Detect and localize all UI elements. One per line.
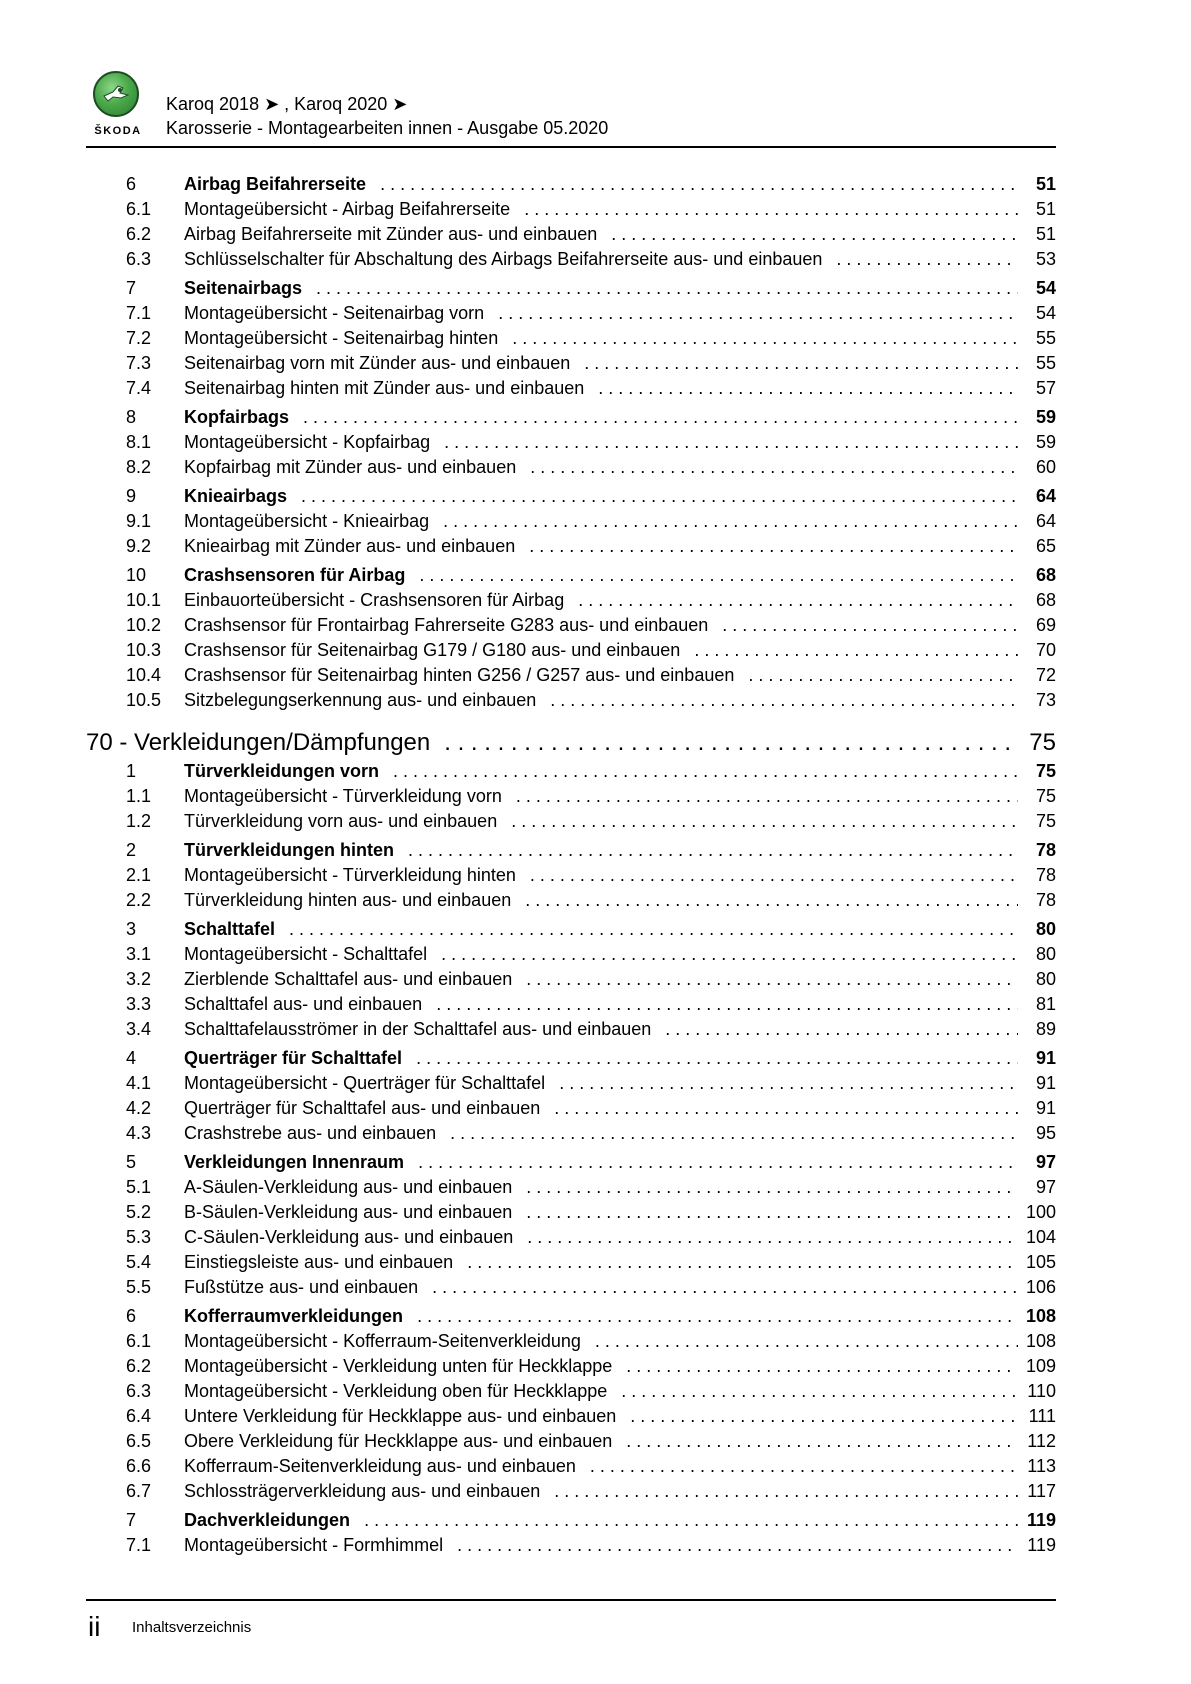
entry-page: 55 [1035, 353, 1056, 373]
toc-entry-row[interactable] [86, 590, 1056, 615]
entry-page: 51 [1035, 224, 1056, 244]
entry-title: Montageübersicht - Verkleidung oben für Heckklappe [184, 1381, 608, 1401]
entry-number: 1 [126, 761, 137, 781]
toc-entry-row[interactable] [86, 1252, 1056, 1277]
entry-title: Schalttafel aus- und einbauen [184, 994, 423, 1014]
entry-title: Kopfairbag mit Zünder aus- und einbauen [184, 457, 517, 477]
entry-number: 7.3 [126, 353, 152, 373]
toc-chapter-row[interactable] [86, 1048, 1056, 1073]
toc-entry-row[interactable] [86, 1456, 1056, 1481]
leader-dots [393, 761, 1018, 782]
entry-number: 7 [126, 1510, 137, 1530]
entry-number: 9 [126, 486, 137, 506]
entry-page: 57 [1035, 378, 1056, 398]
entry-title: Montageübersicht - Airbag Beifahrerseite [184, 199, 511, 219]
entry-title: Crashsensoren für Airbag [184, 565, 406, 585]
toc-entry-row[interactable] [86, 811, 1056, 836]
entry-title: Einbauorteübersicht - Crashsensoren für Airbag [184, 590, 565, 610]
page-header [86, 70, 1056, 148]
toc-chapter-row[interactable] [86, 1152, 1056, 1177]
entry-title: Seitenairbag hinten mit Zünder aus- und einbauen [184, 378, 585, 398]
entry-number: 6.1 [126, 1331, 152, 1351]
entry-number: 5.2 [126, 1202, 152, 1222]
footer-label: Inhaltsverzeichnis [132, 1619, 252, 1636]
entry-title: C-Säulen-Verkleidung aus- und einbauen [184, 1227, 514, 1247]
leader-dots [550, 690, 1018, 711]
toc-entry-row[interactable] [86, 890, 1056, 915]
leader-dots [526, 969, 1018, 990]
entry-page: 110 [1027, 1381, 1056, 1401]
entry-page: 106 [1025, 1277, 1056, 1297]
section-title: 70 - Verkleidungen/Dämpfungen [86, 729, 431, 756]
entry-number: 7 [126, 278, 137, 298]
entry-page: 68 [1035, 565, 1056, 585]
entry-title: Schalttafelausströmer in der Schalttafel aus- und einbauen [184, 1019, 652, 1039]
leader-dots [303, 407, 1018, 428]
entry-page: 55 [1035, 328, 1056, 348]
entry-page: 97 [1035, 1152, 1056, 1172]
leader-dots [598, 378, 1018, 399]
entry-number: 10.4 [126, 665, 162, 685]
leader-dots [554, 1098, 1018, 1119]
toc-entry-row[interactable] [86, 1277, 1056, 1302]
entry-title: Türverkleidungen vorn [184, 761, 380, 781]
entry-number: 6.4 [126, 1406, 152, 1426]
toc-entry-row[interactable] [86, 1227, 1056, 1252]
entry-title: Dachverkleidungen [184, 1510, 351, 1530]
leader-dots [417, 1306, 1018, 1327]
brand-wordmark: ŠKODA [94, 125, 142, 137]
entry-page: 91 [1035, 1048, 1056, 1068]
entry-number: 4.2 [126, 1098, 152, 1118]
toc-entry-row[interactable] [86, 1431, 1056, 1456]
leader-dots [419, 565, 1018, 586]
entry-number: 5 [126, 1152, 137, 1172]
entry-page: 117 [1027, 1481, 1056, 1501]
table-of-contents [86, 174, 1056, 1560]
leader-dots [529, 536, 1018, 557]
toc-entry-row[interactable] [86, 1381, 1056, 1406]
entry-title: Airbag Beifahrerseite [184, 174, 367, 194]
leader-dots [665, 1019, 1018, 1040]
leader-dots [408, 840, 1018, 861]
entry-number: 8.2 [126, 457, 152, 477]
entry-number: 7.4 [126, 378, 152, 398]
leader-dots [444, 729, 1018, 757]
entry-page: 78 [1035, 840, 1056, 860]
entry-number: 6.2 [126, 224, 152, 244]
entry-number: 8.1 [126, 432, 152, 452]
toc-entry-row[interactable] [86, 1535, 1056, 1560]
entry-title: Montageübersicht - Seitenairbag hinten [184, 328, 499, 348]
entry-page: 91 [1035, 1073, 1056, 1093]
entry-number: 3.1 [126, 944, 152, 964]
toc-block-airbags [86, 174, 1056, 715]
entry-page: 64 [1035, 486, 1056, 506]
entry-number: 7.2 [126, 328, 152, 348]
entry-number: 6.7 [126, 1481, 152, 1501]
entry-page: 75 [1035, 811, 1056, 831]
entry-page: 113 [1027, 1456, 1056, 1476]
entry-number: 1.2 [126, 811, 152, 831]
leader-dots [380, 174, 1018, 195]
entry-page: 72 [1035, 665, 1056, 685]
entry-number: 10.3 [126, 640, 162, 660]
page-footer [86, 1599, 1056, 1642]
toc-entry-row[interactable] [86, 994, 1056, 1019]
leader-dots [512, 328, 1018, 349]
entry-page: 91 [1035, 1098, 1056, 1118]
entry-number: 4.3 [126, 1123, 152, 1143]
entry-title: B-Säulen-Verkleidung aus- und einbauen [184, 1202, 513, 1222]
toc-chapter-row[interactable] [86, 1510, 1056, 1535]
leader-dots [530, 457, 1018, 478]
entry-number: 9.2 [126, 536, 152, 556]
entry-number: 3.3 [126, 994, 152, 1014]
entry-page: 111 [1028, 1406, 1056, 1426]
entry-title: Obere Verkleidung für Heckklappe aus- und einbauen [184, 1431, 613, 1451]
entry-title: Crashsensor für Frontairbag Fahrerseite G283 aus- und einbauen [184, 615, 709, 635]
entry-title: Crashsensor für Seitenairbag hinten G256 / G257 aus- und einbauen [184, 665, 735, 685]
entry-page: 73 [1035, 690, 1056, 710]
toc-entry-row[interactable] [86, 378, 1056, 403]
leader-dots [436, 994, 1018, 1015]
entry-title: Untere Verkleidung für Heckklappe aus- und einbauen [184, 1406, 617, 1426]
entry-page: 60 [1035, 457, 1056, 477]
leader-dots [443, 511, 1018, 532]
entry-title: Zierblende Schalttafel aus- und einbauen [184, 969, 513, 989]
leader-dots [524, 199, 1018, 220]
leader-dots [364, 1510, 1018, 1531]
entry-title: Verkleidungen Innenraum [184, 1152, 405, 1172]
toc-entry-row[interactable] [86, 432, 1056, 457]
toc-entry-row[interactable] [86, 199, 1056, 224]
leader-dots [630, 1406, 1018, 1427]
entry-number: 2 [126, 840, 137, 860]
toc-entry-row[interactable] [86, 1123, 1056, 1148]
entry-page: 108 [1025, 1306, 1056, 1326]
toc-chapter-row[interactable] [86, 565, 1056, 590]
entry-number: 2.2 [126, 890, 152, 910]
toc-section-heading[interactable] [86, 729, 1056, 761]
toc-entry-row[interactable] [86, 1481, 1056, 1506]
entry-page: 97 [1035, 1177, 1056, 1197]
leader-dots [584, 353, 1018, 374]
entry-page: 78 [1035, 890, 1056, 910]
leader-dots [748, 665, 1018, 686]
toc-entry-row[interactable] [86, 224, 1056, 249]
leader-dots [595, 1331, 1018, 1352]
entry-page: 70 [1035, 640, 1056, 660]
entry-number: 5.1 [126, 1177, 152, 1197]
leader-dots [498, 303, 1018, 324]
entry-page: 75 [1035, 761, 1056, 781]
entry-page: 105 [1025, 1252, 1056, 1272]
entry-title: Seitenairbags [184, 278, 303, 298]
toc-entry-row[interactable] [86, 969, 1056, 994]
leader-dots [611, 224, 1018, 245]
entry-number: 5.3 [126, 1227, 152, 1247]
leader-dots [590, 1456, 1018, 1477]
entry-title: Seitenairbag vorn mit Zünder aus- und einbauen [184, 353, 571, 373]
entry-number: 3.2 [126, 969, 152, 989]
toc-entry-row[interactable] [86, 457, 1056, 482]
toc-entry-row[interactable] [86, 1331, 1056, 1356]
entry-page: 54 [1035, 303, 1056, 323]
leader-dots [722, 615, 1018, 636]
entry-title: Montageübersicht - Kopfairbag [184, 432, 431, 452]
toc-block-verkleidungen [86, 761, 1056, 1560]
toc-chapter-row[interactable] [86, 278, 1056, 303]
entry-page: 75 [1035, 786, 1056, 806]
entry-page: 54 [1035, 278, 1056, 298]
leader-dots [626, 1431, 1018, 1452]
leader-dots [450, 1123, 1018, 1144]
entry-page: 53 [1035, 249, 1056, 269]
entry-number: 3 [126, 919, 137, 939]
leader-dots [432, 1277, 1018, 1298]
entry-page: 80 [1035, 969, 1056, 989]
entry-title: Montageübersicht - Verkleidung unten für Heckklappe [184, 1356, 613, 1376]
entry-number: 4.1 [126, 1073, 152, 1093]
toc-entry-row[interactable] [86, 665, 1056, 690]
toc-entry-row[interactable] [86, 1098, 1056, 1123]
entry-page: 51 [1035, 199, 1056, 219]
toc-chapter-row[interactable] [86, 407, 1056, 432]
leader-dots [578, 590, 1018, 611]
entry-page: 65 [1035, 536, 1056, 556]
toc-entry-row[interactable] [86, 511, 1056, 536]
entry-number: 6.5 [126, 1431, 152, 1451]
leader-dots [525, 890, 1018, 911]
entry-title: Crashstrebe aus- und einbauen [184, 1123, 437, 1143]
entry-title: Montageübersicht - Schalttafel [184, 944, 428, 964]
entry-title: Fußstütze aus- und einbauen [184, 1277, 419, 1297]
page-number: ii [88, 1611, 101, 1642]
entry-number: 6.3 [126, 1381, 152, 1401]
entry-title: Schlossträgerverkleidung aus- und einbauen [184, 1481, 541, 1501]
entry-title: Sitzbelegungserkennung aus- und einbauen [184, 690, 537, 710]
leader-dots [301, 486, 1018, 507]
skoda-arrow-icon [93, 71, 139, 117]
entry-page: 64 [1035, 511, 1056, 531]
entry-number: 4 [126, 1048, 137, 1068]
entry-page: 119 [1026, 1510, 1056, 1530]
entry-title: Querträger für Schalttafel [184, 1048, 403, 1068]
entry-page: 81 [1035, 994, 1056, 1014]
section-page: 75 [1029, 729, 1056, 756]
entry-title: Airbag Beifahrerseite mit Zünder aus- und einbauen [184, 224, 598, 244]
entry-title: Kopfairbags [184, 407, 290, 427]
entry-number: 5.4 [126, 1252, 152, 1272]
leader-dots [467, 1252, 1018, 1273]
entry-title: Einstiegsleiste aus- und einbauen [184, 1252, 454, 1272]
entry-page: 78 [1035, 865, 1056, 885]
entry-title: Knieairbag mit Zünder aus- und einbauen [184, 536, 516, 556]
entry-title: Montageübersicht - Formhimmel [184, 1535, 444, 1555]
entry-number: 6.1 [126, 199, 152, 219]
toc-entry-row[interactable] [86, 865, 1056, 890]
leader-dots [626, 1356, 1018, 1377]
entry-title: Montageübersicht - Türverkleidung vorn [184, 786, 502, 806]
leader-dots [836, 249, 1018, 270]
entry-title: Montageübersicht - Türverkleidung hinten [184, 865, 516, 885]
leader-dots [621, 1381, 1018, 1402]
leader-dots [530, 865, 1018, 886]
entry-number: 1.1 [126, 786, 152, 806]
leader-dots [527, 1227, 1018, 1248]
toc-entry-row[interactable] [86, 1177, 1056, 1202]
entry-title: Schlüsselschalter für Abschaltung des Airbags Beifahrerseite aus- und einbauen [184, 249, 823, 269]
entry-page: 59 [1035, 432, 1056, 452]
entry-page: 100 [1025, 1202, 1056, 1222]
toc-entry-row[interactable] [86, 944, 1056, 969]
entry-number: 9.1 [126, 511, 152, 531]
toc-chapter-row[interactable] [86, 919, 1056, 944]
entry-title: Schalttafel [184, 919, 276, 939]
entry-number: 5.5 [126, 1277, 152, 1297]
entry-page: 109 [1025, 1356, 1056, 1376]
entry-number: 7.1 [126, 1535, 152, 1555]
entry-number: 6.3 [126, 249, 152, 269]
leader-dots [289, 919, 1018, 940]
entry-number: 8 [126, 407, 137, 427]
toc-entry-row[interactable] [86, 303, 1056, 328]
entry-number: 6 [126, 174, 137, 194]
leader-dots [416, 1048, 1018, 1069]
entry-title: Montageübersicht - Seitenairbag vorn [184, 303, 485, 323]
entry-title: Kofferraum-Seitenverkleidung aus- und einbauen [184, 1456, 576, 1476]
entry-number: 10.5 [126, 690, 162, 710]
entry-title: Türverkleidung vorn aus- und einbauen [184, 811, 498, 831]
toc-chapter-row[interactable] [86, 1306, 1056, 1331]
entry-page: 51 [1035, 174, 1056, 194]
entry-number: 10 [126, 565, 147, 585]
entry-page: 104 [1025, 1227, 1056, 1247]
entry-number: 3.4 [126, 1019, 152, 1039]
toc-entry-row[interactable] [86, 786, 1056, 811]
entry-number: 6.2 [126, 1356, 152, 1376]
entry-title: Crashsensor für Seitenairbag G179 / G180 aus- und einbauen [184, 640, 681, 660]
leader-dots [554, 1481, 1018, 1502]
entry-number: 6 [126, 1306, 137, 1326]
toc-entry-row[interactable] [86, 1406, 1056, 1431]
entry-page: 119 [1027, 1535, 1056, 1555]
toc-entry-row[interactable] [86, 1019, 1056, 1044]
entry-page: 80 [1035, 944, 1056, 964]
entry-number: 7.1 [126, 303, 152, 323]
entry-page: 112 [1027, 1431, 1056, 1451]
leader-dots [444, 432, 1018, 453]
leader-dots [526, 1202, 1018, 1223]
entry-number: 10.1 [126, 590, 162, 610]
leader-dots [559, 1073, 1018, 1094]
document-title: Karoq 2018 ➤ , Karoq 2020 ➤ [166, 94, 408, 114]
leader-dots [694, 640, 1018, 661]
entry-page: 80 [1035, 919, 1056, 939]
leader-dots [516, 786, 1018, 807]
entry-title: Montageübersicht - Kofferraum-Seitenverkleidung [184, 1331, 581, 1351]
toc-entry-row[interactable] [86, 1202, 1056, 1227]
toc-entry-row[interactable] [86, 353, 1056, 378]
toc-entry-row[interactable] [86, 328, 1056, 353]
leader-dots [441, 944, 1018, 965]
entry-page: 68 [1035, 590, 1056, 610]
entry-number: 10.2 [126, 615, 162, 635]
entry-title: A-Säulen-Verkleidung aus- und einbauen [184, 1177, 513, 1197]
skoda-logo [86, 70, 150, 146]
entry-page: 89 [1035, 1019, 1056, 1039]
leader-dots [316, 278, 1018, 299]
entry-page: 95 [1035, 1123, 1056, 1143]
toc-entry-row[interactable] [86, 1073, 1056, 1098]
toc-entry-row[interactable] [86, 1356, 1056, 1381]
entry-number: 6.6 [126, 1456, 152, 1476]
leader-dots [418, 1152, 1018, 1173]
entry-page: 108 [1025, 1331, 1056, 1351]
entry-page: 59 [1035, 407, 1056, 427]
entry-title: Montageübersicht - Knieairbag [184, 511, 430, 531]
entry-number: 2.1 [126, 865, 152, 885]
toc-entry-row[interactable] [86, 615, 1056, 640]
toc-entry-row[interactable] [86, 640, 1056, 665]
toc-entry-row[interactable] [86, 249, 1056, 274]
toc-entry-row[interactable] [86, 536, 1056, 561]
entry-title: Kofferraumverkleidungen [184, 1306, 404, 1326]
toc-chapter-row[interactable] [86, 840, 1056, 865]
entry-title: Türverkleidung hinten aus- und einbauen [184, 890, 512, 910]
document-subtitle: Karosserie - Montagearbeiten innen - Ausgabe 05.2020 [166, 118, 609, 138]
entry-title: Knieairbags [184, 486, 288, 506]
toc-chapter-row[interactable] [86, 761, 1056, 786]
toc-chapter-row[interactable] [86, 486, 1056, 511]
leader-dots [511, 811, 1018, 832]
toc-entry-row[interactable] [86, 690, 1056, 715]
entry-title: Türverkleidungen hinten [184, 840, 395, 860]
entry-title: Querträger für Schalttafel aus- und einbauen [184, 1098, 541, 1118]
leader-dots [526, 1177, 1018, 1198]
entry-title: Montageübersicht - Querträger für Schalttafel [184, 1073, 546, 1093]
entry-page: 69 [1035, 615, 1056, 635]
toc-chapter-row[interactable] [86, 174, 1056, 199]
leader-dots [457, 1535, 1018, 1556]
